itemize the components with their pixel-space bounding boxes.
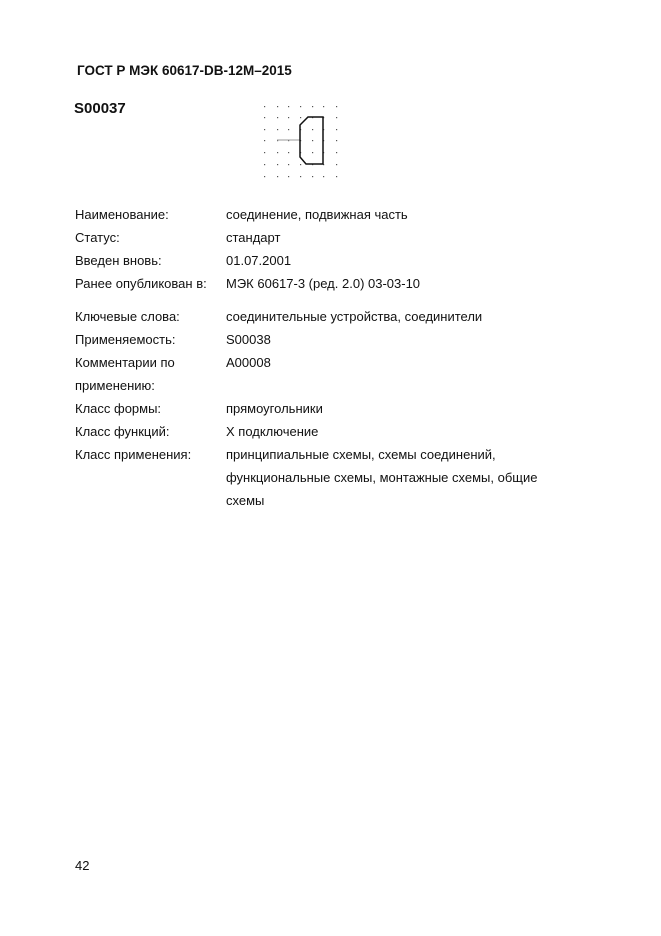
grid-dot xyxy=(264,129,265,130)
grid-dot xyxy=(264,140,265,141)
field-label: Класс применения: xyxy=(75,447,192,462)
grid-dot xyxy=(277,164,278,165)
field-value: S00038 xyxy=(226,332,271,347)
grid-dot xyxy=(336,176,337,177)
grid-dot xyxy=(312,129,313,130)
field-value: схемы xyxy=(226,493,265,508)
grid-dot xyxy=(288,117,289,118)
field-label: Наименование: xyxy=(75,207,169,222)
field-label: Ключевые слова: xyxy=(75,309,180,324)
page-number: 42 xyxy=(75,858,90,873)
grid-dot xyxy=(336,164,337,165)
grid-dot xyxy=(336,152,337,153)
field-value: соединительные устройства, соединители xyxy=(226,309,483,324)
grid-dot xyxy=(300,117,301,118)
field-value: функциональные схемы, монтажные схемы, общие xyxy=(226,470,538,485)
grid-dot xyxy=(277,152,278,153)
grid-dot xyxy=(277,129,278,130)
grid-dot xyxy=(264,164,265,165)
field-value: A00008 xyxy=(226,355,271,370)
field-label: Класс формы: xyxy=(75,401,162,416)
field-label: Введен вновь: xyxy=(75,253,162,268)
grid-dot xyxy=(277,117,278,118)
field-value: X подключение xyxy=(226,424,319,439)
grid-dot xyxy=(288,129,289,130)
grid-dot xyxy=(264,117,265,118)
grid-dot xyxy=(323,176,324,177)
grid-dot xyxy=(336,106,337,107)
grid-dot xyxy=(323,106,324,107)
grid-dot xyxy=(277,176,278,177)
field-value: прямоугольники xyxy=(226,401,323,416)
field-label: Класс функций: xyxy=(75,424,170,439)
field-value: стандарт xyxy=(226,230,281,245)
field-label: Статус: xyxy=(75,230,120,245)
grid-dot xyxy=(288,152,289,153)
field-value: 01.07.2001 xyxy=(226,253,292,268)
field-value: соединение, подвижная часть xyxy=(226,207,408,222)
grid-dot xyxy=(288,164,289,165)
grid-dot xyxy=(336,140,337,141)
grid-dot xyxy=(288,176,289,177)
grid-dot xyxy=(312,152,313,153)
connector-movable-part-symbol xyxy=(258,100,342,182)
field-label: Ранее опубликован в: xyxy=(75,276,207,291)
field-value: принципиальные схемы, схемы соединений, xyxy=(226,447,496,462)
grid-dot xyxy=(336,129,337,130)
grid-dot xyxy=(312,106,313,107)
document-header: ГОСТ Р МЭК 60617-DB-12M–2015 xyxy=(77,63,292,78)
grid-dot xyxy=(277,106,278,107)
grid-dot xyxy=(300,164,301,165)
grid-dot xyxy=(312,176,313,177)
grid-dot xyxy=(300,106,301,107)
grid-dot xyxy=(264,152,265,153)
field-value: МЭК 60617-3 (ред. 2.0) 03-03-10 xyxy=(226,276,421,291)
field-label: Комментарии по xyxy=(75,355,175,370)
field-label: применению: xyxy=(75,378,155,393)
field-label: Применяемость: xyxy=(75,332,176,347)
grid-dot xyxy=(264,106,265,107)
grid-dot xyxy=(336,117,337,118)
grid-dot xyxy=(312,140,313,141)
symbol-code: S00037 xyxy=(74,100,126,117)
grid-dot xyxy=(288,106,289,107)
grid-dot xyxy=(264,176,265,177)
grid-dot xyxy=(300,176,301,177)
